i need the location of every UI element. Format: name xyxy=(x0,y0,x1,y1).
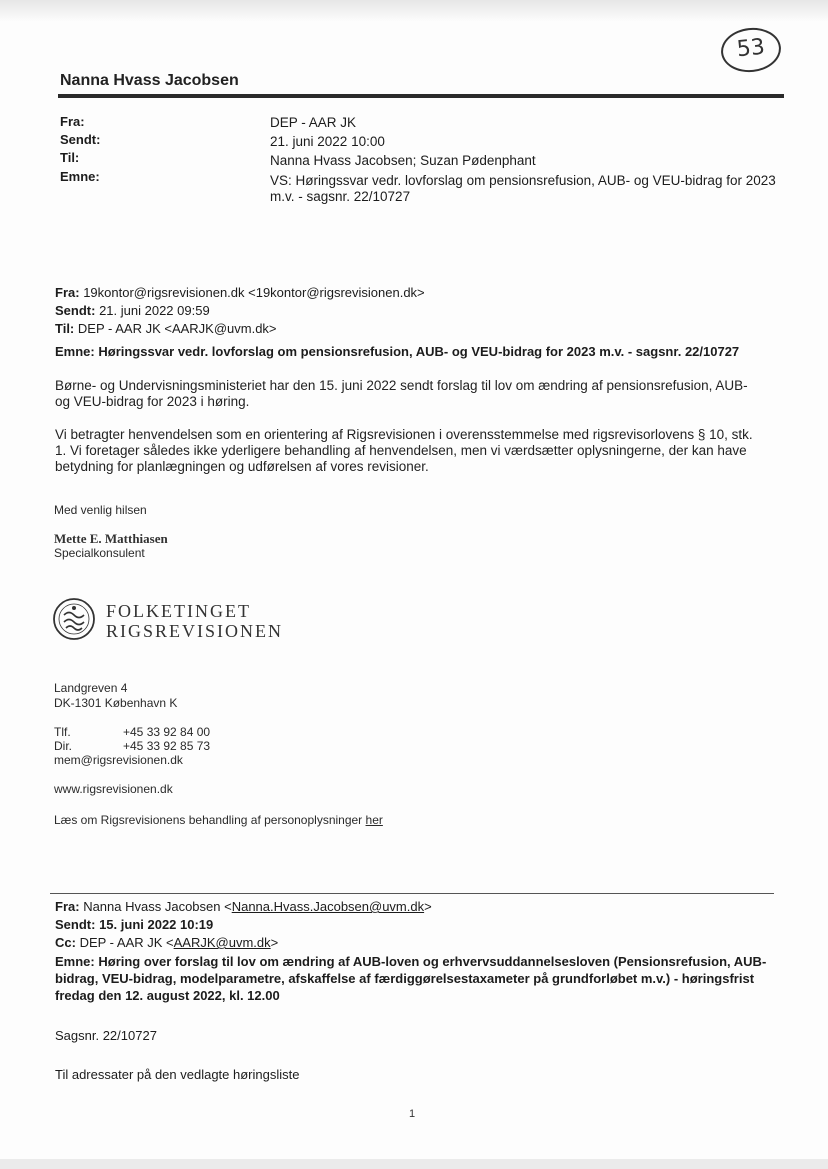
privacy-notice xyxy=(54,813,383,827)
message-separator xyxy=(50,893,774,894)
footer-page-number: 1 xyxy=(409,1108,416,1120)
fwd2-from xyxy=(55,899,432,914)
org-name-line2: RIGSREVISIONEN xyxy=(106,621,284,641)
privacy-text: Læs om Rigsrevisionens behandling af personoplysninger xyxy=(54,813,363,827)
handwritten-page-number: 53 xyxy=(719,25,783,75)
body-paragraph-1 xyxy=(55,378,775,410)
to-value: Nanna Hvass Jacobsen; Suzan Pødenphant xyxy=(270,153,536,168)
subject-label: Emne: xyxy=(60,169,100,184)
website-link[interactable]: www.rigsrevisionen.dk xyxy=(54,782,173,796)
fwd2-subject-label: Emne: xyxy=(55,954,95,969)
from-value: DEP - AAR JK xyxy=(270,115,357,130)
fwd2-cc-name: DEP - AAR JK < xyxy=(79,935,174,950)
fwd1-to xyxy=(55,321,277,336)
address-line1: Landgreven 4 xyxy=(54,681,128,695)
fwd1-sent-value: 21. juni 2022 09:59 xyxy=(99,303,210,318)
scan-bottom-shadow xyxy=(0,1159,828,1169)
fwd2-cc xyxy=(55,935,278,950)
fwd1-sent xyxy=(55,303,210,318)
fwd1-sent-label: Sendt: xyxy=(55,303,96,318)
header-rule xyxy=(58,94,784,98)
fwd1-subject xyxy=(55,344,739,359)
fwd2-from-email[interactable]: Nanna.Hvass.Jacobsen@uvm.dk xyxy=(231,899,425,914)
fwd2-subject-line3: fredag den 12. august 2022, kl. 12.00 xyxy=(55,988,280,1003)
fwd1-to-value: DEP - AAR JK <AARJK@uvm.dk> xyxy=(77,321,277,336)
dir-label: Dir. xyxy=(54,739,72,753)
scan-top-shadow xyxy=(0,0,828,22)
tlf-label: Tlf. xyxy=(54,725,71,739)
fwd2-subject-line1: Høring over forslag til lov om ændring af AUB-loven og erhvervsuddannelsesloven (Pensionsrefusion, AUB- xyxy=(98,954,767,969)
addressees-line: Til adressater på den vedlagte høringsliste xyxy=(55,1067,300,1082)
fwd2-subject-line2: bidrag, VEU-bidrag, modelparametre, afskaffelse af færdiggørelsestaxameter på grundforløbet m.v.) - høringsfrist xyxy=(55,971,755,986)
subject-value-line1: VS: Høringssvar vedr. lovforslag om pensionsrefusion, AUB- og VEU-bidrag for 2023 xyxy=(270,173,776,188)
subject-value-line2: m.v. - sagsnr. 22/10727 xyxy=(270,189,411,204)
greeting: Med venlig hilsen xyxy=(54,503,147,517)
fwd1-from xyxy=(55,285,425,300)
fwd2-subject xyxy=(55,953,775,1004)
signatory-title: Specialkonsulent xyxy=(54,546,145,560)
sender-name: Nanna Hvass Jacobsen xyxy=(60,72,239,89)
fwd1-subject-label: Emne: xyxy=(55,344,95,359)
org-name-line1: FOLKETINGET xyxy=(106,601,251,621)
fwd2-from-close: > xyxy=(424,899,432,914)
sent-label: Sendt: xyxy=(60,132,101,147)
fwd2-from-name: Nanna Hvass Jacobsen < xyxy=(83,899,232,914)
fwd2-from-label: Fra: xyxy=(55,899,80,914)
signatory-name: Mette E. Matthiasen xyxy=(54,531,168,546)
para1-line2: og VEU-bidrag for 2023 i høring. xyxy=(55,394,250,409)
fwd2-sent-value: 15. juni 2022 10:19 xyxy=(99,917,214,932)
address-line2: DK-1301 København K xyxy=(54,696,178,710)
para2-line1: Vi betragter henvendelsen som en orientering af Rigsrevisionen i overensstemmelse med rigsrevisorlovens § 10, stk. xyxy=(55,427,753,442)
para2-line3: betydning for planlægningen og udførelsen af vores revisioner. xyxy=(55,459,429,474)
fwd2-cc-label: Cc: xyxy=(55,935,76,950)
fwd1-to-label: Til: xyxy=(55,321,75,336)
para2-line2: 1. Vi foretager således ikke yderligere behandling af henvendelsen, men vi værdsætter oplysningerne, der kan have xyxy=(55,443,747,458)
fwd1-from-value: 19kontor@rigsrevisionen.dk <19kontor@rigsrevisionen.dk> xyxy=(83,285,425,300)
fwd2-sent xyxy=(55,917,213,932)
to-label: Til: xyxy=(60,150,80,165)
fwd2-cc-email[interactable]: AARJK@uvm.dk xyxy=(173,935,271,950)
privacy-link[interactable]: her xyxy=(365,813,383,827)
dir-number: +45 33 92 85 73 xyxy=(123,739,211,753)
fwd1-from-label: Fra: xyxy=(55,285,80,300)
sent-value: 21. juni 2022 10:00 xyxy=(270,134,385,149)
fwd2-cc-close: > xyxy=(270,935,279,950)
rigsrevisionen-seal-logo xyxy=(52,597,96,641)
fwd2-sent-label: Sendt: xyxy=(55,917,96,932)
from-label: Fra: xyxy=(60,114,85,129)
case-number: Sagsnr. 22/10727 xyxy=(55,1028,157,1043)
tlf-number: +45 33 92 84 00 xyxy=(123,725,211,739)
para1-line1: Børne- og Undervisningsministeriet har den 15. juni 2022 sendt forslag til lov om ændring af pensionsrefusion, AUB- xyxy=(55,378,748,393)
signatory-email: mem@rigsrevisionen.dk xyxy=(54,753,183,767)
body-paragraph-2 xyxy=(55,427,775,475)
fwd1-subject-value: Høringssvar vedr. lovforslag om pensionsrefusion, AUB- og VEU-bidrag for 2023 m.v. - sagsnr. 22/10727 xyxy=(98,344,740,359)
